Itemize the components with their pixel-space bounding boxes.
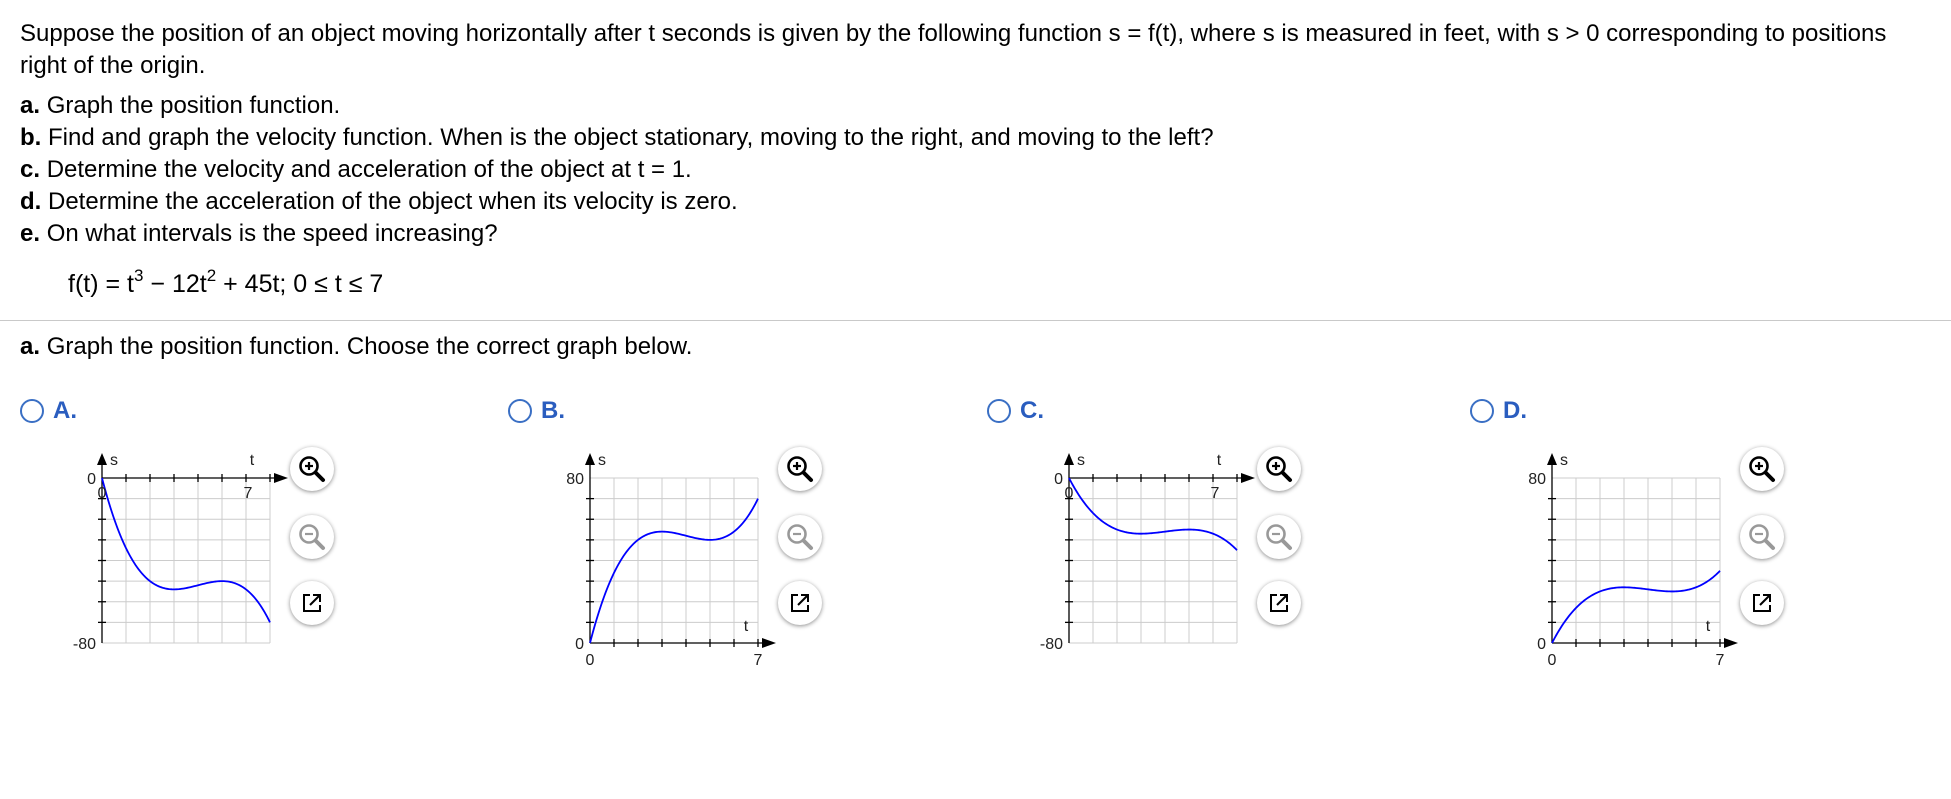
- option-label: C.: [1020, 397, 1044, 424]
- zoom-out-icon: [1264, 522, 1294, 552]
- option-a-radio-row[interactable]: [20, 397, 77, 425]
- s-axis-arrow: [1064, 453, 1074, 465]
- problem-parts: [20, 90, 1930, 250]
- popout-icon: [1749, 590, 1775, 616]
- zoom-in-icon: [1747, 454, 1777, 484]
- zoom-in-icon: [1264, 454, 1294, 484]
- t-axis-label: t: [743, 618, 749, 635]
- s-axis-arrow: [585, 453, 595, 465]
- question-prompt: a. Graph the position function. Choose the correct graph below.: [20, 333, 693, 360]
- t-axis-label: t: [249, 452, 255, 469]
- zoom-in-button[interactable]: [1257, 447, 1301, 491]
- part-a: a. Graph the position function.: [20, 92, 341, 119]
- zoom-in-icon: [785, 454, 815, 484]
- s-axis-label: s: [1077, 452, 1085, 469]
- x-axis-end-label: 7: [753, 652, 763, 669]
- graph: [1490, 443, 1740, 683]
- popout-button[interactable]: [1257, 581, 1301, 625]
- radio-button[interactable]: [508, 399, 532, 423]
- y-axis-bottom-label: 0: [1537, 636, 1546, 653]
- graph-svg: [528, 443, 778, 683]
- zoom-out-button[interactable]: [778, 515, 822, 559]
- part-e: e. On what intervals is the speed increasing?: [20, 220, 498, 247]
- problem-intro: Suppose the position of an object moving horizontally after t seconds is given by the following function s = f(t), where s is measured in feet, with s > 0 corresponding to positions right of the origin.: [20, 20, 1887, 79]
- zoom-out-icon: [1747, 522, 1777, 552]
- x-axis-start-label: 0: [97, 485, 107, 502]
- option-d: [1470, 397, 1800, 677]
- s-axis-arrow: [97, 453, 107, 465]
- s-axis-label: s: [110, 452, 118, 469]
- position-curve: [1552, 571, 1720, 643]
- problem-statement: [20, 18, 1930, 250]
- y-axis-bottom-label: -80: [72, 636, 96, 653]
- s-axis-label: s: [598, 452, 606, 469]
- t-axis-label: t: [1705, 618, 1711, 635]
- option-c: [987, 397, 1317, 677]
- graph-svg: [1007, 443, 1257, 683]
- graph: [528, 443, 778, 683]
- option-label: D.: [1503, 397, 1527, 424]
- popout-button[interactable]: [1740, 581, 1784, 625]
- y-axis-bottom-label: -80: [1039, 636, 1063, 653]
- x-axis-end-label: 7: [1210, 485, 1220, 502]
- x-axis-start-label: 0: [585, 652, 595, 669]
- zoom-in-button[interactable]: [778, 447, 822, 491]
- x-axis-start-label: 0: [1064, 485, 1074, 502]
- grid: [590, 478, 758, 643]
- part-c: c. Determine the velocity and acceleration of the object at t = 1.: [20, 156, 692, 183]
- graph-svg: [40, 443, 290, 683]
- t-axis-arrow: [1724, 638, 1738, 648]
- position-curve: [590, 499, 758, 643]
- option-label: A.: [53, 397, 77, 424]
- graph: [40, 443, 290, 683]
- y-axis-top-label: 0: [87, 471, 96, 488]
- zoom-out-icon: [785, 522, 815, 552]
- option-c-radio-row[interactable]: [987, 397, 1044, 425]
- zoom-in-button[interactable]: [1740, 447, 1784, 491]
- grid: [1069, 478, 1237, 643]
- popout-icon: [787, 590, 813, 616]
- option-b: [508, 397, 838, 677]
- zoom-out-button[interactable]: [1740, 515, 1784, 559]
- radio-button[interactable]: [20, 399, 44, 423]
- grid: [102, 478, 270, 643]
- s-axis-arrow: [1547, 453, 1557, 465]
- popout-icon: [299, 590, 325, 616]
- zoom-out-button[interactable]: [290, 515, 334, 559]
- x-axis-end-label: 7: [1715, 652, 1725, 669]
- s-axis-label: s: [1560, 452, 1568, 469]
- radio-button[interactable]: [1470, 399, 1494, 423]
- popout-icon: [1266, 590, 1292, 616]
- option-label: B.: [541, 397, 565, 424]
- zoom-in-button[interactable]: [290, 447, 334, 491]
- radio-button[interactable]: [987, 399, 1011, 423]
- t-axis-arrow: [762, 638, 776, 648]
- x-axis-start-label: 0: [1547, 652, 1557, 669]
- option-a: [20, 397, 350, 677]
- graph: [1007, 443, 1257, 683]
- y-axis-bottom-label: 0: [575, 636, 584, 653]
- y-axis-top-label: 0: [1054, 471, 1063, 488]
- t-axis-arrow: [274, 473, 288, 483]
- t-axis-arrow: [1241, 473, 1255, 483]
- zoom-out-button[interactable]: [1257, 515, 1301, 559]
- popout-button[interactable]: [778, 581, 822, 625]
- position-formula: $f(t) = t^3 - 12t^2 + 45t$; 0 ≤ t ≤ 7: [68, 265, 384, 298]
- zoom-in-icon: [297, 454, 327, 484]
- option-b-radio-row[interactable]: [508, 397, 565, 425]
- x-axis-end-label: 7: [243, 485, 253, 502]
- option-d-radio-row[interactable]: [1470, 397, 1527, 425]
- part-b: b. Find and graph the velocity function. When is the object stationary, moving to the right, and moving to the left?: [20, 124, 1214, 151]
- t-axis-label: t: [1216, 452, 1222, 469]
- grid: [1552, 478, 1720, 643]
- y-axis-top-label: 80: [1528, 471, 1546, 488]
- divider: [0, 320, 1951, 321]
- part-d: d. Determine the acceleration of the object when its velocity is zero.: [20, 188, 738, 215]
- popout-button[interactable]: [290, 581, 334, 625]
- zoom-out-icon: [297, 522, 327, 552]
- y-axis-top-label: 80: [566, 471, 584, 488]
- graph-svg: [1490, 443, 1740, 683]
